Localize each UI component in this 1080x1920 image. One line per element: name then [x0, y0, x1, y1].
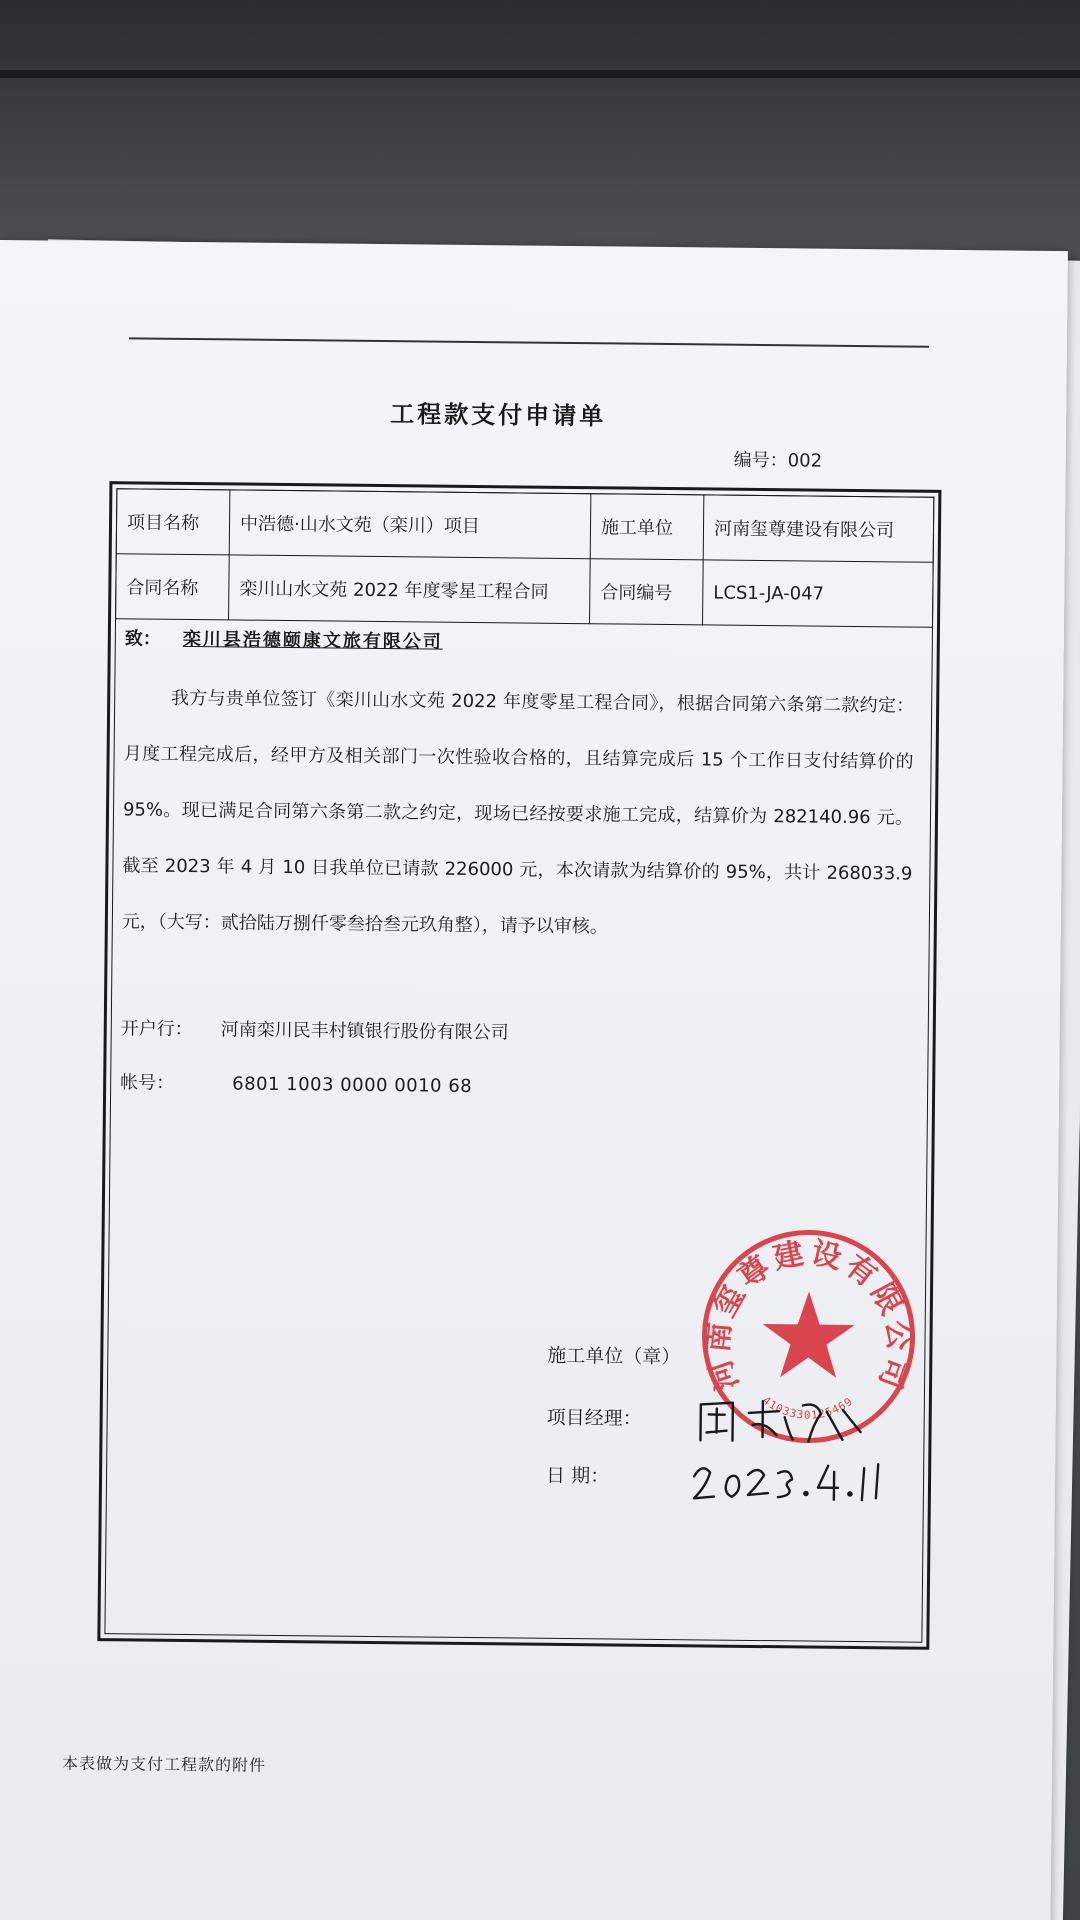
seal-company-path: 河南玺尊建设有限公司 — [700, 1235, 917, 1397]
account-row — [120, 1068, 472, 1098]
payment-application-sheet — [0, 240, 1068, 1920]
recipient-prefix: 致： — [124, 628, 161, 650]
desk-edge — [0, 70, 1080, 78]
header-rule — [129, 337, 929, 347]
document-title: 工程款支付申请单 — [390, 399, 607, 431]
bank-value: 河南栾川民丰村镇银行股份有限公司 — [220, 1019, 509, 1044]
bank-label: 开户行： — [120, 1018, 193, 1041]
table-row — [116, 554, 934, 628]
contract-no-label: 合同编号 — [590, 559, 704, 625]
project-name-label: 项目名称 — [116, 489, 230, 555]
document-number: 编号：002 — [733, 449, 823, 472]
account-value: 6801 1003 0000 0010 68 — [232, 1073, 473, 1097]
recipient-name: 栾川县浩德颐康文旅有限公司 — [182, 628, 443, 653]
form-frame — [97, 481, 941, 1650]
project-manager-label: 项目经理： — [546, 1406, 642, 1430]
account-label: 帐号： — [120, 1072, 175, 1094]
handwritten-date — [688, 1448, 889, 1510]
table-row — [116, 489, 934, 563]
seal-code-path: 4103330125469 — [760, 1393, 856, 1422]
contract-name-value: 栾川山水文苑 2022 年度零星工程合同 — [229, 555, 591, 624]
manager-signature — [692, 1390, 873, 1452]
application-body: 我方与贵单位签订《栾川山水文苑 2022 年度零星工程合同》，根据合同第六条第二款约定：月度工程完成后，经甲方及相关部门一次性验收合格的，且结算完成后 15 个工作日支付结算价的 95%。现已满足合同第六条第二款之约定，现场已经按要求施工完成，结算价为 282140.96 元。截至 2023 年 4 月 10 日我单位已请款 226000 元，本次请款为结算价的 95%，共计 268033.9 元，（大写：贰拾陆万捌仟零叁拾叁元玖角整），请予以审核。 — [121, 687, 915, 938]
contractor-seal-label: 施工单位（章） — [547, 1344, 681, 1369]
contractor-label: 施工单位 — [590, 494, 704, 560]
recipient-line — [125, 624, 443, 653]
contract-no-value: LCS1-JA-047 — [703, 560, 934, 627]
star-icon — [762, 1291, 855, 1378]
contract-name-label: 合同名称 — [116, 554, 230, 620]
contractor-value: 河南玺尊建设有限公司 — [703, 495, 934, 562]
bank-row — [121, 1014, 509, 1044]
info-table — [115, 488, 934, 628]
date-label: 日 期： — [545, 1464, 610, 1488]
project-name-value: 中浩德·山水文苑（栾川）项目 — [229, 490, 591, 559]
footnote: 本表做为支付工程款的附件 — [61, 1753, 267, 1775]
